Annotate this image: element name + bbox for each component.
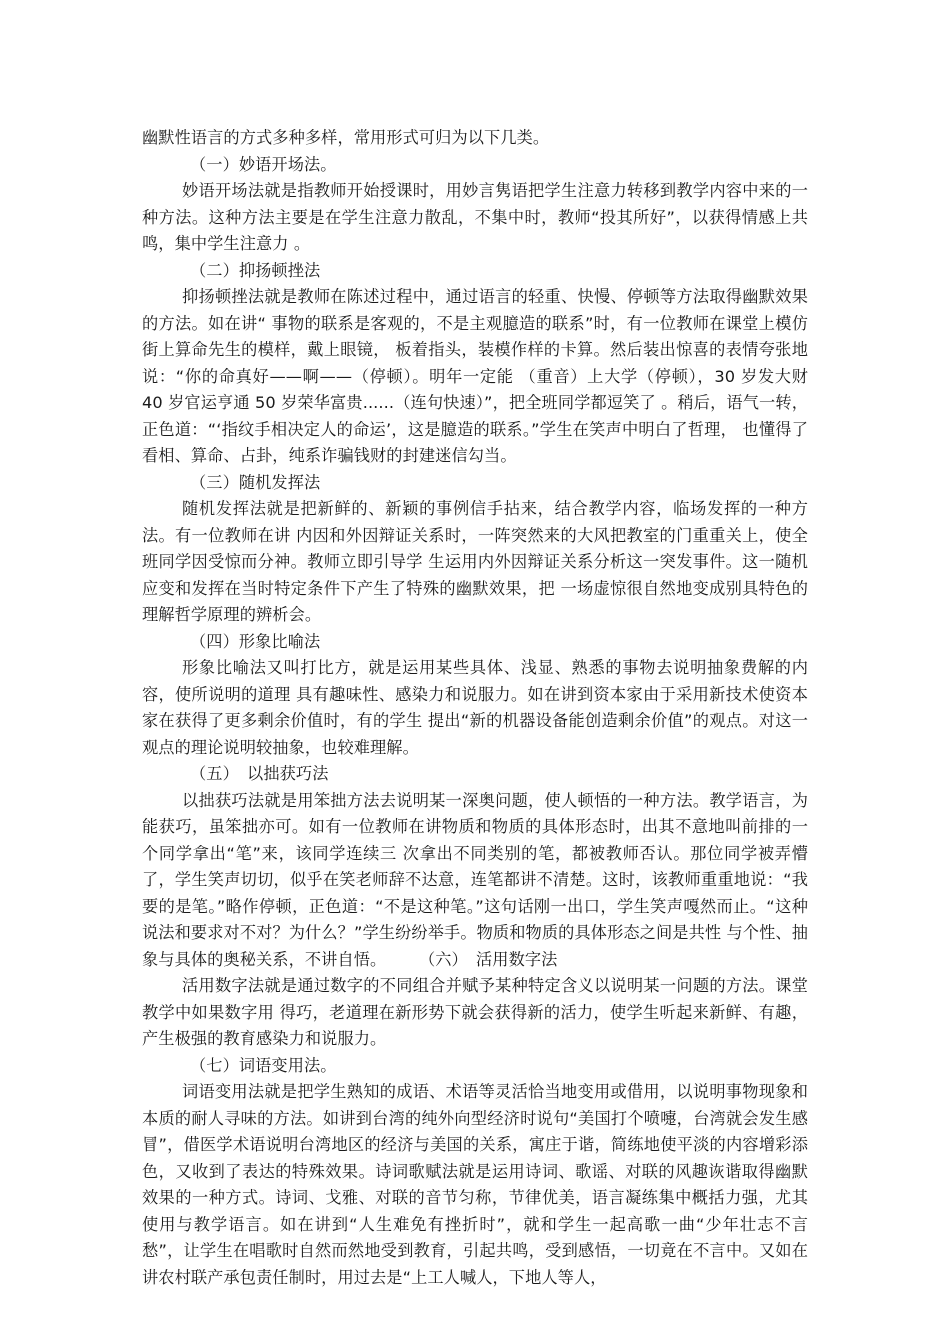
section-heading-7: （七）词语变用法。 [190,1055,337,1075]
document-page [142,125,808,1291]
section-heading-5: （五） 以拙获巧法 [190,764,329,783]
section-body-6: 活用数字法就是通过数字的不同组合并赋予某种特定含义以说明某一问题的方法。课堂教学中如果数字用 得巧，老道理在新形势下就会获得新的活力，使学生听起来新鲜、有趣，产生极强的教育感染力和说服力。 [142,976,808,1048]
section-body-3: 随机发挥法就是把新鲜的、新颖的事例信手拈来，结合教学内容，临场发挥的一种方法。有一位教师在讲 内因和外因辩证关系时，一阵突然来的大风把教室的门重重关上，使全班同学因受惊而分神。教师立即引导学 生运用内外因辩证关系分析这一突发事件。这一随机应变和发挥在当时特定条件下产生了特殊的幽默效果，把 一场虚惊很自然地变成别具特色的理解哲学原理的辨析会。 [142,499,808,624]
section-heading-4: （四）形象比喻法 [190,631,321,651]
section-body-2: 抑扬顿挫法就是教师在陈述过程中，通过语言的轻重、快慢、停顿等方法取得幽默效果的方法。如在讲“ 事物的联系是客观的，不是主观臆造的联系”时，有一位教师在课堂上模仿街上算命先生的模样，戴上眼镜， 板着指头，装模作样的卡算。然后装出惊喜的表情夸张地说：“你的命真好——啊——（停顿）。明年一定能 （重音）上大学（停顿），30 岁发大财 40 岁官运亨通 50 岁荣华富贵......（连句快速）”，把全班同学都逗笑了 。稍后，语气一转，正色道：“‘指纹手相决定人的命运’，这是臆造的联系。”学生在笑声中明白了哲理， 也懂得了看相、算命、占卦，纯系诈骗钱财的封建迷信勾当。 [142,287,808,465]
section-heading-1: （一）妙语开场法。 [190,154,337,174]
section-body-1: 妙语开场法就是指教师开始授课时，用妙言隽语把学生注意力转移到教学内容中来的一种方法。这种方法主要是在学生注意力散乱，不集中时，教师“投其所好”，以获得情感上共鸣，集中学生注意力 。 [142,181,808,253]
section-heading-3: （三）随机发挥法 [190,472,321,492]
section-body-5: 以拙获巧法就是用笨拙方法去说明某一深奥问题，使人顿悟的一种方法。教学语言，为能获巧，虽笨拙亦可。如有一位教师在讲物质和物质的具体形态时，出其不意地叫前排的一个同学拿出“笔”来，该同学连续三 次拿出不同类别的笔，都被教师否认。那位同学被弄懵了，学生笑声切切，似乎在笑老师辞不达意，连笔都讲不清楚。这时，该教师重重地说：“我要的是笔。”略作停顿，正色道：“不是这种笔。”这句话刚一出口，学生笑声嘎然而止。“这种说法和要求对不对？为什么？”学生纷纷举手。物质和物质的具体形态之间是共性 与个性、抽象与具体的奥秘关系，不讲自悟。 （六） 活用数字法 [142,790,808,969]
section-heading-2: （二）抑扬顿挫法 [190,260,321,280]
intro-paragraph: 幽默性语言的方式多种多样，常用形式可归为以下几类。 [142,128,550,147]
section-body-7: 词语变用法就是把学生熟知的成语、术语等灵活恰当地变用或借用，以说明事物现象和本质的耐人寻味的方法。如讲到台湾的纯外向型经济时说句“美国打个喷嚏，台湾就会发生感冒”，借医学术语说明台湾地区的经济与美国的关系，寓庄于谐，简练地使平淡的内容增彩添色，又收到了表达的特殊效果。诗词歌赋法就是运用诗词、歌谣、对联的风趣诙谐取得幽默效果的一种方式。诗词、戈雅、对联的音节匀称，节律优美，语言凝练集中概括力强，尤其使用与教学语言。如在讲到“人生难免有挫折时”，就和学生一起高歌一曲“少年壮志不言愁”，让学生在唱歌时自然而然地受到教育，引起共鸣，受到感悟，一切竟在不言中。又如在讲农村联产承包责任制时，用过去是“上工人喊人，下地人等人， [142,1082,808,1287]
section-body-4: 形象比喻法又叫打比方，就是运用某些具体、浅显、熟悉的事物去说明抽象费解的内容，使所说明的道理 具有趣味性、感染力和说服力。如在讲到资本家由于采用新技术使资本家在获得了更多剩余价值时，有的学生 提出“新的机器设备能创造剩余价值”的观点。对这一观点的理论说明较抽象，也较难理解。 [142,658,808,757]
